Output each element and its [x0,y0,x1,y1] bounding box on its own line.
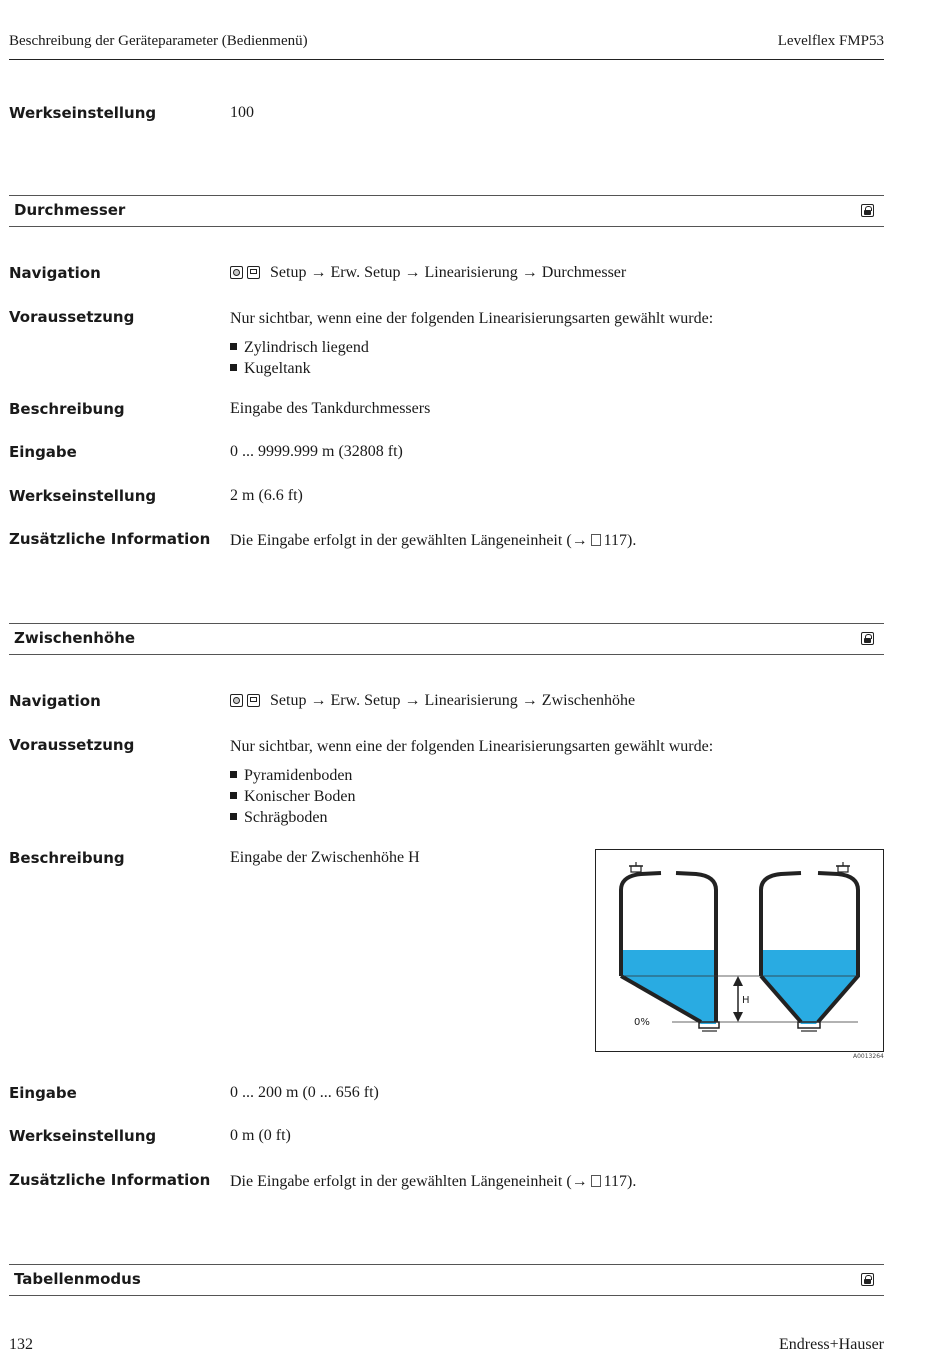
operating-menu-icon [230,694,243,707]
navigation-path-text: Setup → Erw. Setup → Linearisierung → Zwischenhöhe [270,692,636,709]
section-title: Durchmesser [14,201,126,219]
werkseinstellung-label: Werkseinstellung [9,1127,157,1145]
voraussetzung-sentence: Nur sichtbar, wenn eine der folgenden Linearisierungsarten gewählt wurde: [230,738,714,755]
page-ref-link[interactable]: 117). [603,1173,637,1190]
zusatz-info-label: Zusätzliche Information [9,530,211,548]
section-header-zwischenhoehe [9,623,884,655]
beschreibung-label: Beschreibung [9,400,125,418]
section-header-tabellenmodus [9,1264,884,1296]
werkseinstellung-value: 2 m (6.6 ft) [230,487,303,504]
page-ref-icon [591,1175,601,1187]
navigation-path [230,692,635,710]
navigation-path [230,264,626,282]
zusatz-info-label: Zusätzliche Information [9,1171,211,1189]
page-ref-link[interactable]: 117). [603,532,637,549]
voraussetzung-text [230,308,713,379]
section-title: Tabellenmodus [14,1270,141,1288]
figure-id: A0013264 [853,1053,884,1060]
section-header-durchmesser [9,195,884,227]
tank-diagram-svg [596,850,883,1051]
werkseinstellung-value: 0 m (0 ft) [230,1127,291,1144]
beschreibung-label: Beschreibung [9,849,125,867]
section-title: Zwischenhöhe [14,629,136,647]
page-number: 132 [9,1336,33,1353]
list-item: Konischer Boden [230,786,713,807]
eingabe-text: 0 ... 200 m (0 ... 656 ft) [230,1084,379,1101]
right-top-nozzle [838,866,848,872]
page-ref-icon [591,534,601,546]
zusatz-info-text: Die Eingabe erfolgt in der gewählten Längeneinheit (→ 117). [230,532,637,549]
operating-menu-icon [230,266,243,279]
navigation-path-text: Setup → Erw. Setup → Linearisierung → Durchmesser [270,264,627,281]
beschreibung-text: Eingabe der Zwischenhöhe H [230,849,420,866]
page-header-product: Levelflex FMP53 [777,33,884,49]
eingabe-label: Eingabe [9,443,77,461]
beschreibung-text: Eingabe des Tankdurchmessers [230,400,431,417]
werkseinstellung-value: 100 [230,104,254,121]
werkseinstellung-label: Werkseinstellung [9,487,157,505]
display-menu-icon [247,694,260,707]
list-item: Pyramidenboden [230,765,713,786]
left-top-nozzle [631,866,641,872]
navigation-label: Navigation [9,264,101,282]
voraussetzung-label: Voraussetzung [9,736,135,754]
left-tank-liquid [621,950,716,1024]
right-tank-liquid [761,950,856,1024]
list-item: Kugeltank [230,358,713,379]
navigation-label: Navigation [9,692,101,710]
voraussetzung-text [230,736,713,828]
tank-diagram [595,849,884,1052]
eingabe-label: Eingabe [9,1084,77,1102]
lock-icon [861,204,874,217]
header-divider [9,59,884,60]
list-item: Schrägboden [230,807,713,828]
display-menu-icon [247,266,260,279]
h-label: H [742,995,750,1006]
lock-icon [861,1273,874,1286]
list-item: Zylindrisch liegend [230,337,713,358]
eingabe-text: 0 ... 9999.999 m (32808 ft) [230,443,403,460]
zero-percent-label: 0% [634,1017,650,1028]
page-header-title: Beschreibung der Geräteparameter (Bedienmenü) [9,33,308,49]
voraussetzung-label: Voraussetzung [9,308,135,326]
zusatz-info-text: Die Eingabe erfolgt in der gewählten Längeneinheit (→ 117). [230,1173,637,1190]
voraussetzung-sentence: Nur sichtbar, wenn eine der folgenden Linearisierungsarten gewählt wurde: [230,310,714,327]
lock-icon [861,632,874,645]
werkseinstellung-label: Werkseinstellung [9,104,157,122]
footer-brand: Endress+Hauser [779,1336,884,1353]
